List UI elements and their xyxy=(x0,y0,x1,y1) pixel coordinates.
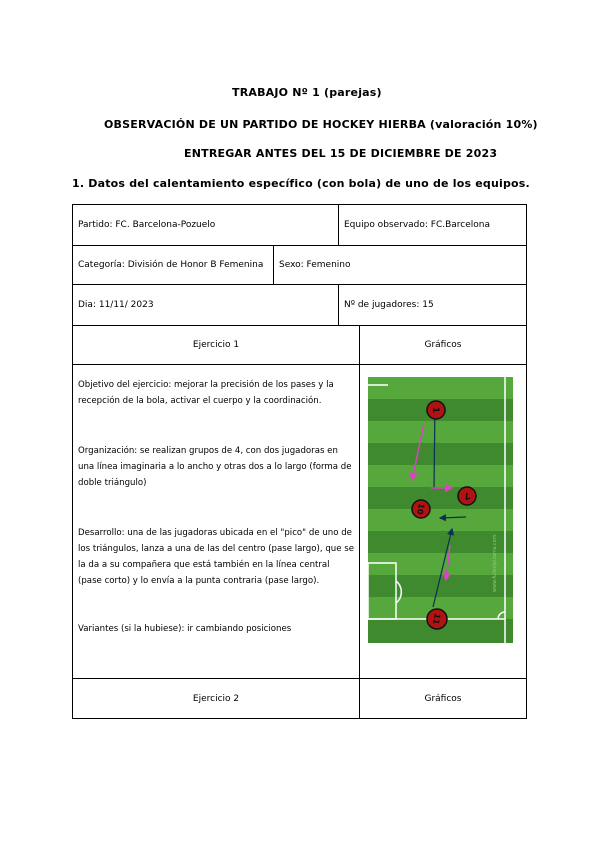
ejercicio1-description-cell xyxy=(72,364,360,679)
ejercicio1-label: Ejercicio 1 xyxy=(192,340,240,350)
deadline-text: ENTREGAR ANTES DEL 15 DE DICIEMBRE DE 2023 xyxy=(184,147,498,160)
ejercicio2-label: Ejercicio 2 xyxy=(192,693,240,704)
exercise1-field-diagram xyxy=(368,377,513,643)
equipo-text: Equipo observado: FC.Barcelona xyxy=(344,220,491,230)
document-title: TRABAJO Nº 1 (parejas) xyxy=(232,86,382,99)
player-11-marker xyxy=(427,609,447,629)
partido-text: Partido: FC. Barcelona-Pozuelo xyxy=(78,220,216,230)
jugadores-cell xyxy=(338,284,527,326)
partido-cell xyxy=(72,204,339,246)
player-7-marker xyxy=(458,487,476,505)
desarrollo-text: Desarrollo: una de las jugadoras ubicada en el "pico" de uno de los triángulos, lanza a una de las del centro (pase largo), que se la da a su compañera que está también en la línea central (pase corto) y lo envía a la punta contraria (pase largo). xyxy=(78,528,355,586)
sexo-cell xyxy=(273,245,527,285)
svg-text:10: 10 xyxy=(415,502,426,516)
jugadores-text: Nº de jugadores: 15 xyxy=(344,300,434,310)
graficos1-header xyxy=(359,325,527,365)
dia-text: Dia: 11/11/ 2023 xyxy=(78,300,154,310)
graficos2-header xyxy=(359,678,527,719)
section-heading: 1. Datos del calentamiento específico (con bola) de uno de los equipos. xyxy=(72,177,530,190)
svg-text:11: 11 xyxy=(431,612,442,626)
player-1-marker xyxy=(427,401,445,419)
categoria-text: Categoría: División de Honor B Femenina xyxy=(78,260,264,270)
svg-text:1: 1 xyxy=(430,406,440,414)
objetivo-text: Objetivo del ejercicio: mejorar la precisión de los pases y la recepción de la bola, activar el cuerpo y la coordinación. xyxy=(78,380,334,406)
ejercicio1-header xyxy=(72,325,360,365)
equipo-cell xyxy=(338,204,527,246)
sexo-text: Sexo: Femenino xyxy=(279,260,351,270)
variantes-text: Variantes (si la hubiese): ir cambiando posiciones xyxy=(78,624,292,634)
ejercicio2-header xyxy=(72,678,360,719)
categoria-cell xyxy=(72,245,274,285)
dia-cell xyxy=(72,284,339,326)
organizacion-text: Organización: se realizan grupos de 4, con dos jugadoras en una línea imaginaria a lo ancho y otras dos a lo largo (forma de doble triángulo) xyxy=(78,446,352,488)
player-10-marker xyxy=(412,500,430,518)
graficos1-label: Gráficos xyxy=(424,340,462,350)
document-subtitle: OBSERVACIÓN DE UN PARTIDO DE HOCKEY HIERBA (valoración 10%) xyxy=(104,118,538,131)
svg-text:7: 7 xyxy=(462,489,472,501)
diagram-watermark: www.futbolpizarra.com xyxy=(492,534,498,592)
graficos2-label: Gráficos xyxy=(424,693,462,704)
